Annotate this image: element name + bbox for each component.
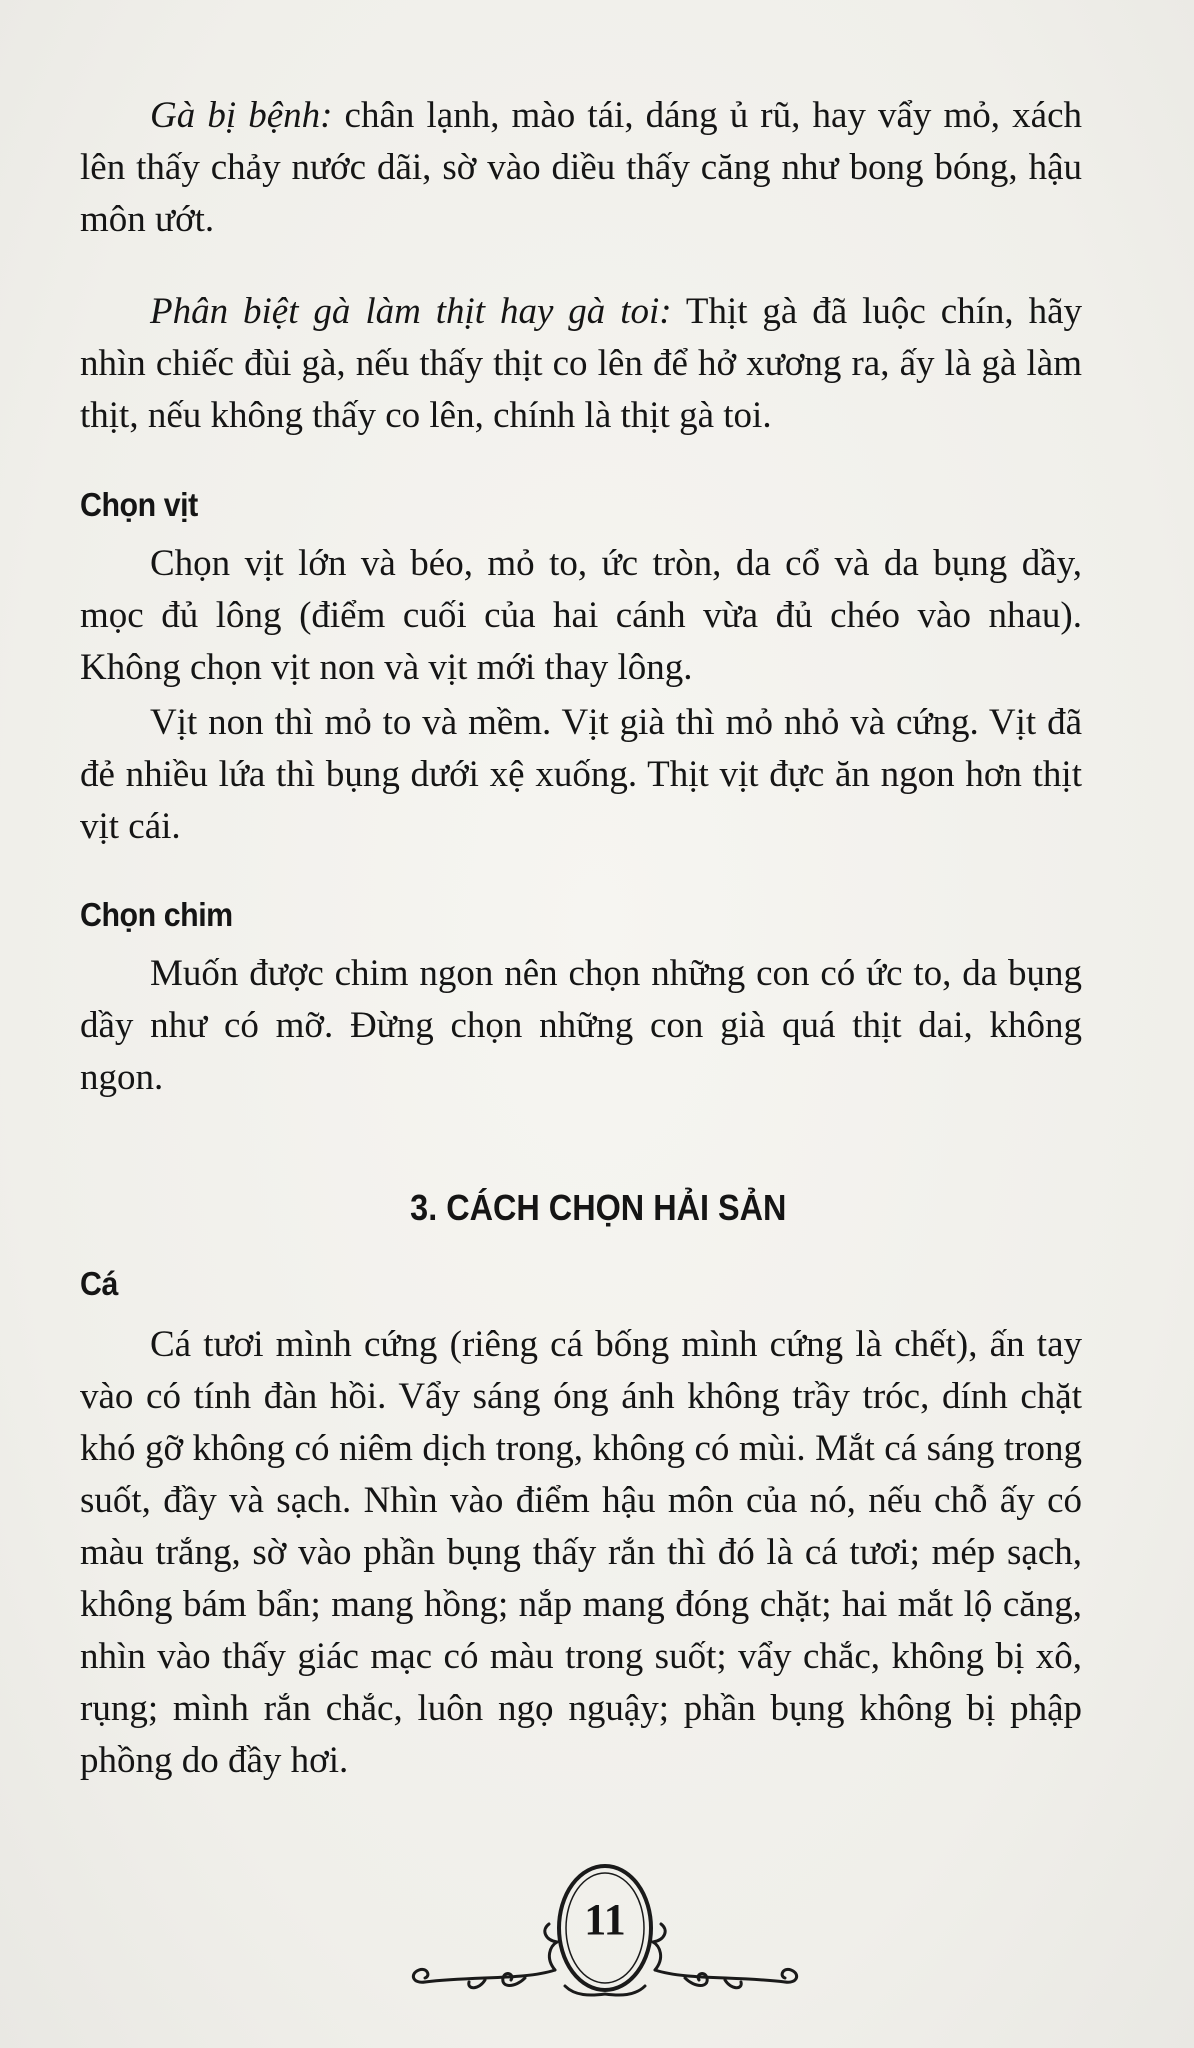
paragraph-fish: Cá tươi mình cứng (riêng cá bống mình cứng là chết), ấn tay vào có tính đàn hồi. Vẩy sáng óng ánh không trầy tróc, dính chặt khó gỡ không có niêm dịch trong, không có mùi. Mắt cá sáng trong suốt, đầy và sạch. Nhìn vào điểm hậu môn của nó, nếu chỗ ấy có màu trắng, sờ vào phần bụng thấy rắn thì đó là cá tươi; mép sạch, không bám bẩn; mang hồng; nắp mang đóng chặt; hai mắt lộ căng, nhìn vào thấy giác mạc có màu trong suốt; vẩy chắc, không bị xô, rụng; mình rắn chắc, luôn ngọ nguậy; phần bụng không bị phập phồng do đầy hơi. <box>80 1324 1082 1781</box>
paragraph-duck-age: Vịt non thì mỏ to và mềm. Vịt già thì mỏ nhỏ và cứng. Vịt đã đẻ nhiều lứa thì bụng dưới xệ xuống. Thịt vịt đực ăn ngon hơn thịt vịt cái. <box>80 702 1082 847</box>
page-number: 11 <box>584 1895 626 1944</box>
page-footer <box>405 1850 805 2010</box>
paragraph-sick-chicken <box>80 90 1082 246</box>
paragraph-choose-bird: Muốn được chim ngon nên chọn những con có ức to, da bụng dầy như có mỡ. Đừng chọn những con già quá thịt dai, không ngon. <box>80 953 1082 1098</box>
paragraph-choose-duck: Chọn vịt lớn và béo, mỏ to, ức tròn, da cổ và da bụng dầy, mọc đủ lông (điểm cuối của hai cánh vừa đủ chéo vào nhau). Không chọn vịt non và vịt mới thay lông. <box>80 543 1082 688</box>
paragraph-distinguish-chicken <box>80 286 1082 442</box>
heading-fish: Cá <box>80 1265 118 1302</box>
heading-choose-duck: Chọn vịt <box>80 486 198 523</box>
heading-choose-bird: Chọn chim <box>80 896 233 933</box>
paragraph-lead: Gà bị bệnh: <box>150 95 333 136</box>
paragraph-body: Thịt gà đã luộc chín, hãy nhìn chiếc đùi gà, nếu thấy thịt co lên để hở xương ra, ấy là gà làm thịt, nếu không thấy co lên, chính là thịt gà toi. <box>80 291 1082 436</box>
paragraph-lead: Phân biệt gà làm thịt hay gà toi: <box>150 291 672 332</box>
section-title-seafood: 3. CÁCH CHỌN HẢI SẢN <box>410 1187 787 1228</box>
paragraph-body: chân lạnh, mào tái, dáng ủ rũ, hay vẩy mỏ, xách lên thấy chảy nước dãi, sờ vào diều thấy căng như bong bóng, hậu môn ướt. <box>80 95 1082 240</box>
